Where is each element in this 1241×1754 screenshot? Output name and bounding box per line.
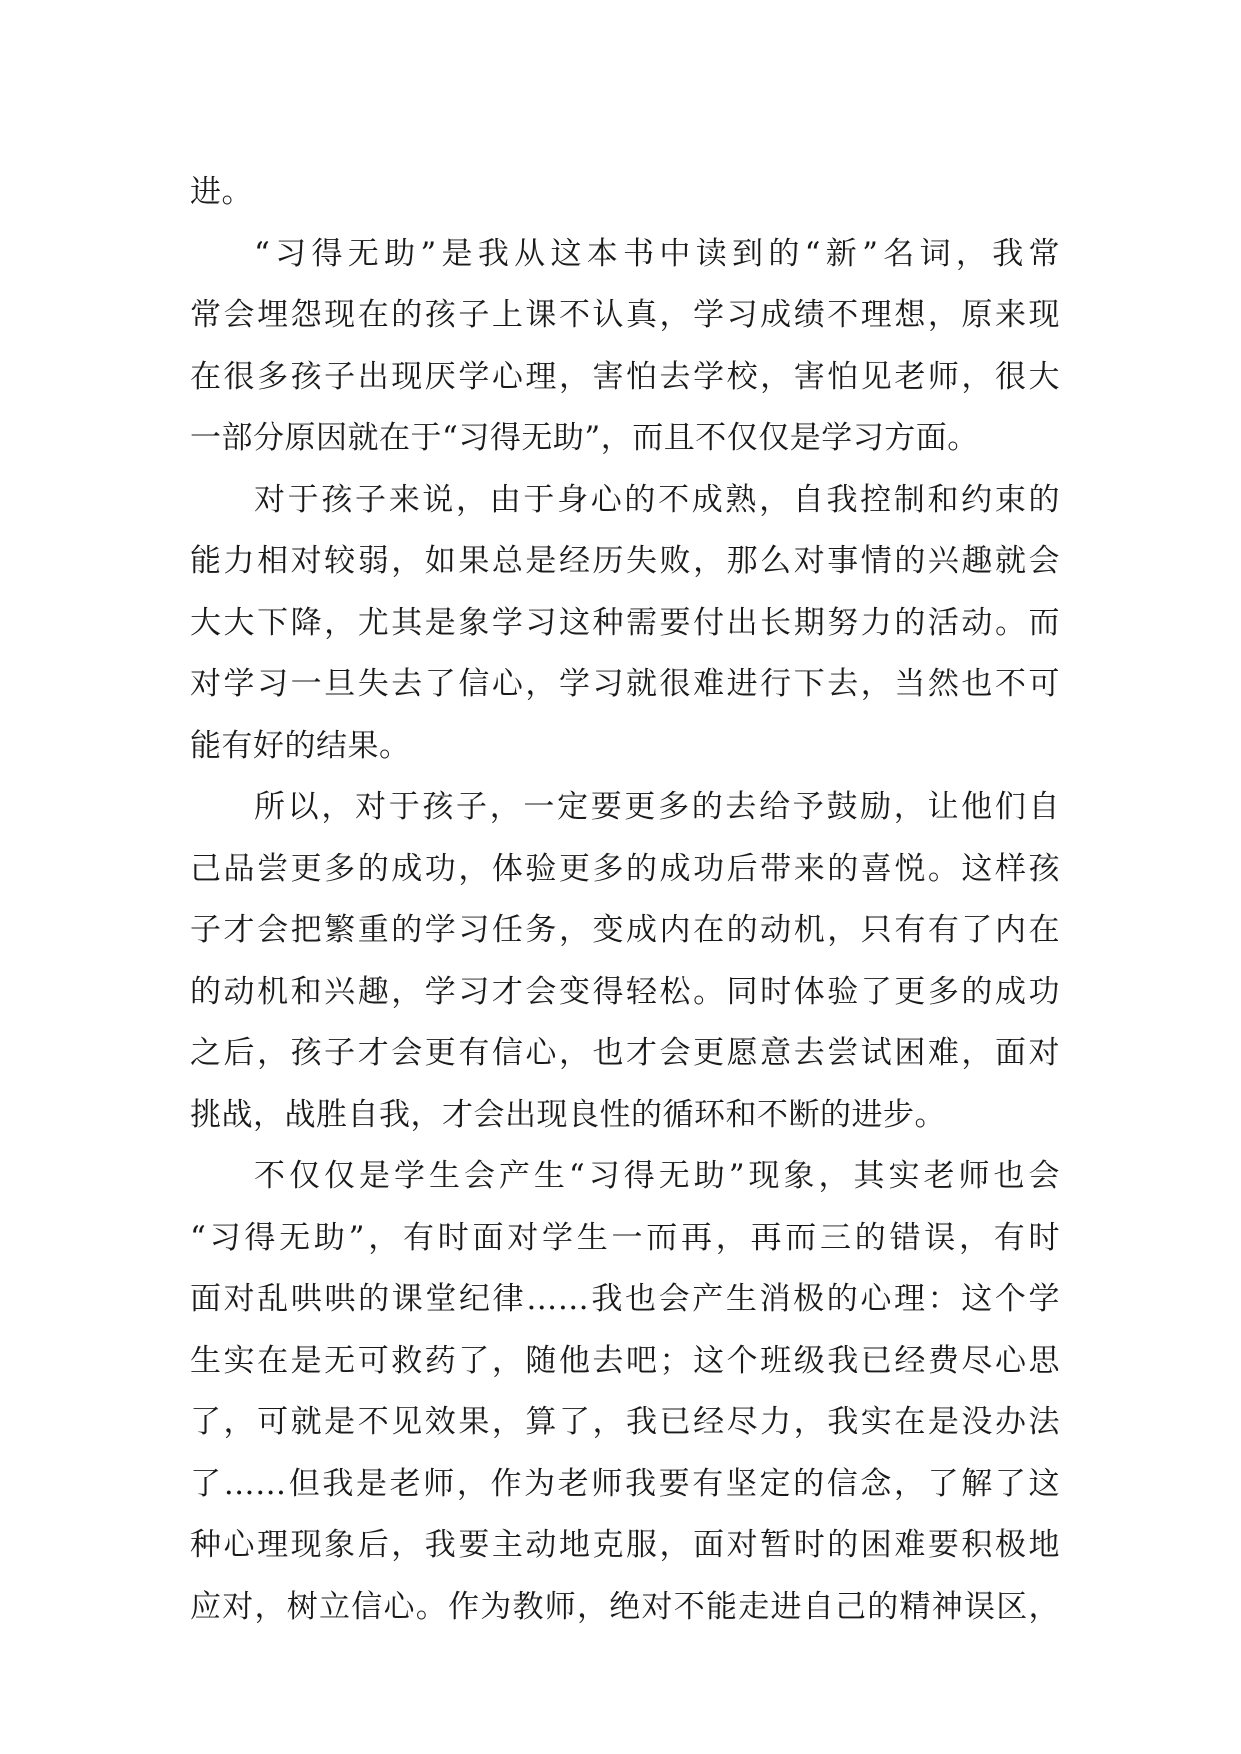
paragraph-first-line: “习得无助”是我从这本书中读到的“新”名词，我常 — [254, 235, 1060, 272]
text-line: 了，可就是不见效果，算了，我已经尽力，我实在是没办法 — [190, 1404, 1060, 1440]
paragraph-first-line: 所以，对于孩子，一定要更多的去给予鼓励，让他们自 — [254, 789, 1060, 825]
text-line: 生实在是无可救药了，随他去吧；这个班级我已经费尽心思 — [190, 1342, 1060, 1379]
text-line: 在很多孩子出现厌学心理，害怕去学校，害怕见老师，很大 — [190, 358, 1060, 395]
text-line: 之后，孩子才会更有信心，也才会更愿意去尝试困难，面对 — [190, 1035, 1060, 1071]
body-text — [190, 162, 1060, 1638]
text-line: 己品尝更多的成功，体验更多的成功后带来的喜悦。这样孩 — [190, 850, 1060, 887]
text-line: 应对，树立信心。作为教师，绝对不能走进自己的精神误区， — [190, 1588, 1060, 1625]
text-line: 种心理现象后，我要主动地克服，面对暂时的困难要积极地 — [190, 1527, 1060, 1563]
text-line: 能有好的结果。 — [190, 727, 411, 764]
text-line: 了……但我是老师，作为老师我要有坚定的信念，了解了这 — [190, 1465, 1060, 1502]
paragraph-first-line: 对于孩子来说，由于身心的不成熟，自我控制和约束的 — [254, 481, 1060, 518]
text-line: 子才会把繁重的学习任务，变成内在的动机，只有有了内在 — [190, 912, 1060, 948]
text-line: 大大下降，尤其是象学习这种需要付出长期努力的活动。而 — [190, 604, 1060, 641]
text-line: 一部分原因就在于“习得无助”，而且不仅仅是学习方面。 — [190, 420, 979, 456]
text-line: “习得无助”，有时面对学生一而再，再而三的错误，有时 — [190, 1219, 1060, 1256]
paragraph-first-line: 不仅仅是学生会产生“习得无助”现象，其实老师也会 — [254, 1158, 1060, 1194]
text-line: 挑战，战胜自我，才会出现良性的循环和不断的进步。 — [190, 1096, 946, 1133]
text-line: 能力相对较弱，如果总是经历失败，那么对事情的兴趣就会 — [190, 543, 1060, 579]
text-line: 进。 — [190, 174, 253, 210]
text-line: 的动机和兴趣，学习才会变得轻松。同时体验了更多的成功 — [190, 973, 1060, 1010]
text-line: 常会埋怨现在的孩子上课不认真，学习成绩不理想，原来现 — [190, 297, 1060, 333]
text-line: 对学习一旦失去了信心，学习就很难进行下去，当然也不可 — [190, 666, 1060, 702]
text-line: 面对乱哄哄的课堂纪律……我也会产生消极的心理：这个学 — [190, 1281, 1060, 1317]
